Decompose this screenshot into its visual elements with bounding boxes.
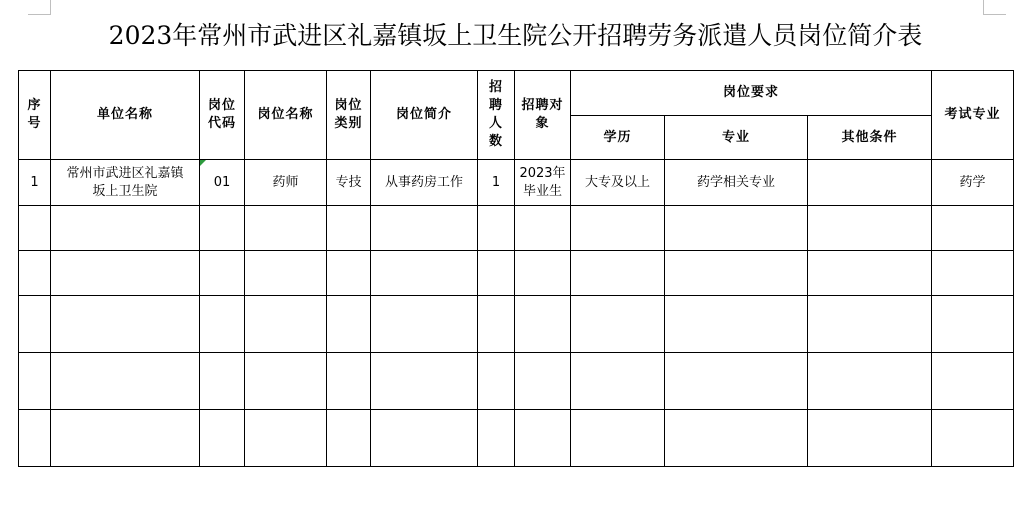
header-post-type: 岗位类别 [327, 71, 371, 160]
cell-unit-name: 常州市武进区礼嘉镇坂上卫生院 [51, 160, 200, 206]
empty-row [19, 296, 1014, 353]
header-post-name: 岗位名称 [245, 71, 327, 160]
header-post-description: 岗位简介 [371, 71, 478, 160]
cell-post-description: 从事药房工作 [371, 160, 478, 206]
document-title: 2023年常州市武进区礼嘉镇坂上卫生院公开招聘劳务派遣人员岗位简介表 [108, 21, 923, 50]
header-post-requirements: 岗位要求 [571, 71, 932, 116]
crop-mark-top-right [983, 0, 1006, 15]
header-recruit-count: 招聘人数 [478, 71, 515, 160]
recruitment-table [18, 70, 1014, 467]
empty-row [19, 353, 1014, 410]
header-major: 专业 [665, 116, 808, 160]
cell-recruit-count: 1 [478, 160, 515, 206]
crop-mark-top-left [28, 0, 51, 15]
cell-education: 大专及以上 [571, 160, 665, 206]
cell-major: 药学相关专业 [665, 160, 808, 206]
empty-row [19, 410, 1014, 467]
header-row-1 [19, 71, 1014, 116]
header-recruit-target: 招聘对象 [515, 71, 571, 160]
header-exam-major: 考试专业 [932, 71, 1014, 160]
header-seq: 序号 [19, 71, 51, 160]
cell-post-name: 药师 [245, 160, 327, 206]
cell-other-conditions [808, 160, 932, 206]
header-post-code: 岗位代码 [200, 71, 245, 160]
cell-post-code: 01 [200, 160, 245, 206]
header-education: 学历 [571, 116, 665, 160]
empty-row [19, 206, 1014, 251]
cell-exam-major: 药学 [932, 160, 1014, 206]
empty-row [19, 251, 1014, 296]
cell-recruit-target: 2023年毕业生 [515, 160, 571, 206]
header-unit-name: 单位名称 [51, 71, 200, 160]
table-row [19, 160, 1014, 206]
cell-post-type: 专技 [327, 160, 371, 206]
header-other-conditions: 其他条件 [808, 116, 932, 160]
cell-seq: 1 [19, 160, 51, 206]
